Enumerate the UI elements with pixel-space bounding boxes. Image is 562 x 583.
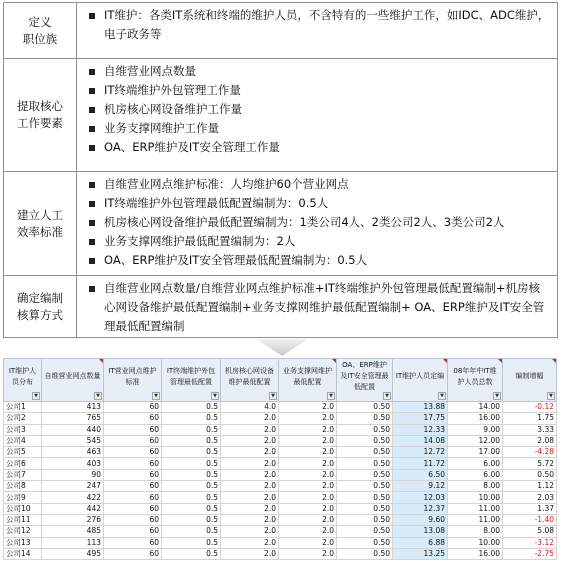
table-cell[interactable]: 1.37 (503, 503, 557, 514)
table-row (4, 503, 557, 514)
table-cell[interactable]: 0.50 (503, 469, 557, 480)
table-cell[interactable]: 2.0 (279, 492, 337, 503)
bullet-item: 自维营业网点数量 (87, 62, 551, 81)
table-cell[interactable]: 11.00 (448, 514, 503, 525)
table-cell[interactable]: 0.5 (162, 514, 221, 525)
table-cell[interactable]: 0.5 (162, 548, 221, 559)
table-cell[interactable]: 0.50 (337, 481, 393, 492)
table-cell[interactable]: 2.0 (279, 526, 337, 537)
table-cell[interactable]: 1.12 (503, 481, 557, 492)
table-cell[interactable]: 765 (42, 413, 104, 424)
table-cell[interactable]: 2.0 (279, 503, 337, 514)
table-cell[interactable]: 495 (42, 548, 104, 559)
table-cell[interactable]: 113 (42, 537, 104, 548)
table-cell[interactable]: 12.33 (393, 424, 448, 435)
table-cell[interactable]: 1.75 (503, 413, 557, 424)
column-header[interactable]: 业务支撑网维护最低配置 ▼ (279, 359, 337, 402)
table-cell[interactable]: 276 (42, 514, 104, 525)
bullet-item: 自维营业网点数量/自维营业网点维护标准+IT终端维护外包管理最低配置编制+机房核心网设备维护最低配置编制+业务支撑网维护最低配置编制+ OA、ERP维护及IT安全管理最低配置编制 (87, 279, 551, 336)
table-cell[interactable]: 2.0 (279, 548, 337, 559)
table-cell[interactable]: 440 (42, 424, 104, 435)
table-cell[interactable]: 0.50 (337, 413, 393, 424)
table-cell[interactable]: 2.0 (279, 413, 337, 424)
company-cell[interactable]: 公司9 (4, 492, 42, 503)
table-row (4, 447, 557, 458)
table-row (4, 413, 557, 424)
definition-row (4, 276, 557, 337)
table-cell[interactable]: 12.00 (448, 435, 503, 446)
company-cell[interactable]: 公司7 (4, 469, 42, 480)
table-cell[interactable]: 463 (42, 447, 104, 458)
company-cell[interactable]: 公司6 (4, 458, 42, 469)
table-cell[interactable]: 0.50 (337, 526, 393, 537)
bullet-item: 业务支撑网维护最低配置编制为：2人 (87, 232, 551, 251)
table-cell[interactable]: 8.00 (448, 526, 503, 537)
company-cell[interactable]: 公司12 (4, 526, 42, 537)
table-cell[interactable]: 2.0 (279, 537, 337, 548)
table-cell[interactable]: 10.00 (448, 537, 503, 548)
table-cell[interactable]: 14.08 (393, 435, 448, 446)
table-cell[interactable]: 11.72 (393, 458, 448, 469)
column-header[interactable]: 编制增幅 ▼ (503, 359, 557, 402)
dropdown-filter-icon[interactable]: ▼ (211, 392, 219, 400)
bullet-item: OA、ERP维护及IT安全管理工作量 (87, 138, 551, 157)
table-cell[interactable]: 442 (42, 503, 104, 514)
definition-row (4, 172, 557, 276)
comment-indicator-icon (552, 359, 556, 363)
table-cell[interactable]: 60 (104, 424, 162, 435)
table-cell[interactable]: 2.0 (221, 492, 279, 503)
table-cell[interactable]: 10.00 (448, 492, 503, 503)
table-cell[interactable]: 13.88 (393, 402, 448, 413)
table-cell[interactable]: 6.00 (448, 458, 503, 469)
table-cell[interactable]: 60 (104, 413, 162, 424)
table-cell[interactable]: 2.0 (221, 424, 279, 435)
dropdown-filter-icon[interactable]: ▼ (493, 392, 501, 400)
table-cell[interactable]: 2.0 (221, 481, 279, 492)
dropdown-filter-icon[interactable]: ▼ (438, 392, 446, 400)
column-header[interactable]: IT维护人员分布 ▼ (4, 359, 42, 402)
company-cell[interactable]: 公司13 (4, 537, 42, 548)
table-cell[interactable]: 2.0 (279, 458, 337, 469)
table-cell[interactable]: 2.0 (221, 447, 279, 458)
table-cell[interactable]: 6.00 (448, 469, 503, 480)
table-cell[interactable]: 545 (42, 435, 104, 446)
table-row (4, 469, 557, 480)
table-cell[interactable]: 60 (104, 548, 162, 559)
table-cell[interactable]: 2.0 (221, 514, 279, 525)
table-row (4, 435, 557, 446)
row-heading: 确定编制 核算方式 (4, 276, 77, 337)
table-cell[interactable]: -0.12 (503, 402, 557, 413)
column-header[interactable]: 08年年中IT维护人员总数 ▼ (448, 359, 503, 402)
table-cell[interactable]: 17.75 (393, 413, 448, 424)
table-row (4, 424, 557, 435)
table-cell[interactable]: 3.33 (503, 424, 557, 435)
dropdown-filter-icon[interactable]: ▼ (547, 392, 555, 400)
table-cell[interactable]: 60 (104, 526, 162, 537)
table-cell[interactable]: -1.40 (503, 514, 557, 525)
table-cell[interactable]: 2.0 (221, 435, 279, 446)
down-arrow-icon (256, 339, 308, 357)
table-cell[interactable]: 60 (104, 537, 162, 548)
dropdown-filter-icon[interactable]: ▼ (152, 392, 160, 400)
table-row (4, 458, 557, 469)
dropdown-filter-icon[interactable]: ▼ (383, 392, 391, 400)
table-cell[interactable]: 0.50 (337, 435, 393, 446)
bullet-item: 业务支撑网维护工作量 (87, 119, 551, 138)
bullet-item: IT终端维护外包管理最低配置编制为：0.5人 (87, 194, 551, 213)
company-cell[interactable]: 公司8 (4, 481, 42, 492)
table-cell[interactable]: 0.50 (337, 537, 393, 548)
table-cell[interactable]: 6.88 (393, 537, 448, 548)
table-cell[interactable]: 0.5 (162, 469, 221, 480)
table-row (4, 526, 557, 537)
table-cell[interactable]: 16.00 (448, 413, 503, 424)
table-cell[interactable]: 2.0 (279, 402, 337, 413)
bullet-item: IT维护：各类IT系统和终端的维护人员，不含特有的一些维护工作，如IDC、ADC维护，电子政务等 (87, 6, 551, 44)
table-cell[interactable]: 60 (104, 481, 162, 492)
table-cell[interactable]: 0.5 (162, 435, 221, 446)
row-content (77, 3, 557, 58)
table-cell[interactable]: 0.50 (337, 447, 393, 458)
table-cell[interactable]: 60 (104, 458, 162, 469)
dropdown-filter-icon[interactable]: ▼ (94, 392, 102, 400)
table-cell[interactable]: 16.00 (448, 548, 503, 559)
table-cell[interactable]: 2.0 (279, 514, 337, 525)
definition-row (4, 59, 557, 172)
company-cell[interactable]: 公司2 (4, 413, 42, 424)
table-cell[interactable]: 2.0 (221, 458, 279, 469)
table-cell[interactable]: 2.0 (279, 447, 337, 458)
table-cell[interactable]: 2.0 (279, 435, 337, 446)
table-cell[interactable]: 0.50 (337, 503, 393, 514)
table-cell[interactable]: 0.5 (162, 537, 221, 548)
table-cell[interactable]: -4.28 (503, 447, 557, 458)
table-cell[interactable]: 0.50 (337, 492, 393, 503)
table-cell[interactable]: 14.00 (448, 402, 503, 413)
row-heading: 定义 职位族 (4, 3, 77, 58)
column-header[interactable]: IT营业网点维护标准 ▼ (104, 359, 162, 402)
table-cell[interactable]: -2.75 (503, 548, 557, 559)
company-cell[interactable]: 公司14 (4, 548, 42, 559)
bullet-item: 自维营业网点维护标准：人均维护60个营业网点 (87, 175, 551, 194)
table-cell[interactable]: 12.03 (393, 492, 448, 503)
table-cell[interactable]: 60 (104, 492, 162, 503)
table-cell[interactable]: 0.50 (337, 514, 393, 525)
row-content (77, 276, 557, 337)
table-cell[interactable]: 8.00 (448, 481, 503, 492)
table-cell[interactable]: 13.25 (393, 548, 448, 559)
table-cell[interactable]: 60 (104, 402, 162, 413)
row-heading: 建立人工 效率标准 (4, 172, 77, 275)
table-row (4, 537, 557, 548)
table-cell[interactable]: 0.5 (162, 526, 221, 537)
comment-indicator-icon (443, 359, 447, 363)
table-cell[interactable]: 2.0 (221, 526, 279, 537)
table-cell[interactable]: 0.5 (162, 458, 221, 469)
bullet-item: IT终端维护外包管理工作量 (87, 81, 551, 100)
definition-row (4, 3, 557, 59)
table-row (4, 514, 557, 525)
table-cell[interactable]: 422 (42, 492, 104, 503)
table-cell[interactable]: -3.12 (503, 537, 557, 548)
table-cell[interactable]: 0.50 (337, 424, 393, 435)
bullet-item: 机房核心网设备维护最低配置编制为：1类公司4人、2类公司2人、3类公司2人 (87, 213, 551, 232)
row-content (77, 172, 557, 275)
table-cell[interactable]: 13.08 (393, 526, 448, 537)
table-cell[interactable]: 4.0 (221, 402, 279, 413)
table-cell[interactable]: 413 (42, 402, 104, 413)
table-cell[interactable]: 2.0 (279, 424, 337, 435)
company-cell[interactable]: 公司5 (4, 447, 42, 458)
table-cell[interactable]: 2.0 (279, 469, 337, 480)
table-cell[interactable]: 2.0 (221, 469, 279, 480)
table-cell[interactable]: 0.5 (162, 424, 221, 435)
table-cell[interactable]: 17.00 (448, 447, 503, 458)
table-cell[interactable]: 2.03 (503, 492, 557, 503)
table-cell[interactable]: 0.50 (337, 548, 393, 559)
table-cell[interactable]: 5.72 (503, 458, 557, 469)
comment-indicator-icon (332, 359, 336, 363)
table-cell[interactable]: 403 (42, 458, 104, 469)
row-content (77, 59, 557, 171)
table-cell[interactable]: 2.0 (221, 537, 279, 548)
table-cell[interactable]: 0.5 (162, 481, 221, 492)
dropdown-filter-icon[interactable]: ▼ (327, 392, 335, 400)
column-header[interactable]: OA、ERP维护及IT安全管理最低配置 ▼ (337, 359, 393, 402)
table-cell[interactable]: 6.50 (393, 469, 448, 480)
table-cell[interactable]: 0.5 (162, 492, 221, 503)
table-cell[interactable]: 2.0 (221, 548, 279, 559)
column-header[interactable]: 机房核心网设备维护最低配置 ▼ (221, 359, 279, 402)
row-heading: 提取核心 工作要素 (4, 59, 77, 171)
table-cell[interactable]: 11.00 (448, 503, 503, 514)
company-cell[interactable]: 公司11 (4, 514, 42, 525)
company-cell[interactable]: 公司1 (4, 402, 42, 413)
table-cell[interactable]: 247 (42, 481, 104, 492)
table-cell[interactable]: 2.0 (279, 481, 337, 492)
table-cell[interactable]: 9.00 (448, 424, 503, 435)
table-row (4, 481, 557, 492)
table-cell[interactable]: 60 (104, 435, 162, 446)
dropdown-filter-icon[interactable]: ▼ (269, 392, 277, 400)
table-cell[interactable]: 0.50 (337, 458, 393, 469)
dropdown-filter-icon[interactable]: ▼ (32, 392, 40, 400)
table-cell[interactable]: 0.5 (162, 503, 221, 514)
table-cell[interactable]: 9.60 (393, 514, 448, 525)
table-cell[interactable]: 60 (104, 514, 162, 525)
spreadsheet (3, 358, 557, 560)
comment-indicator-icon (498, 359, 502, 363)
table-row (4, 492, 557, 503)
table-cell[interactable]: 12.72 (393, 447, 448, 458)
table-cell[interactable]: 0.50 (337, 402, 393, 413)
table-cell[interactable]: 60 (104, 503, 162, 514)
table-cell[interactable]: 12.37 (393, 503, 448, 514)
column-header[interactable]: IT终端维护外包管理最低配置 ▼ (162, 359, 221, 402)
company-cell[interactable]: 公司10 (4, 503, 42, 514)
table-cell[interactable]: 60 (104, 447, 162, 458)
table-row (4, 402, 557, 413)
bullet-item: OA、ERP维护及IT安全管理最低配置编制为：0.5人 (87, 251, 551, 270)
table-cell[interactable]: 2.08 (503, 435, 557, 446)
table-cell[interactable]: 0.5 (162, 413, 221, 424)
table-cell[interactable]: 9.12 (393, 481, 448, 492)
column-header[interactable]: 自维营业网点数量 ▼ (42, 359, 104, 402)
company-cell[interactable]: 公司3 (4, 424, 42, 435)
column-header[interactable]: IT维护人员定编 ▼ (393, 359, 448, 402)
table-cell[interactable]: 2.0 (221, 413, 279, 424)
table-cell[interactable]: 5.08 (503, 526, 557, 537)
table-cell[interactable]: 90 (42, 469, 104, 480)
definition-table (3, 2, 558, 338)
company-cell[interactable]: 公司4 (4, 435, 42, 446)
table-cell[interactable]: 0.5 (162, 447, 221, 458)
table-cell[interactable]: 0.5 (162, 402, 221, 413)
table-cell[interactable]: 60 (104, 469, 162, 480)
table-cell[interactable]: 2.0 (221, 503, 279, 514)
bullet-item: 机房核心网设备维护工作量 (87, 100, 551, 119)
table-row (4, 548, 557, 559)
table-cell[interactable]: 485 (42, 526, 104, 537)
comment-indicator-icon (99, 359, 103, 363)
table-cell[interactable]: 0.50 (337, 469, 393, 480)
